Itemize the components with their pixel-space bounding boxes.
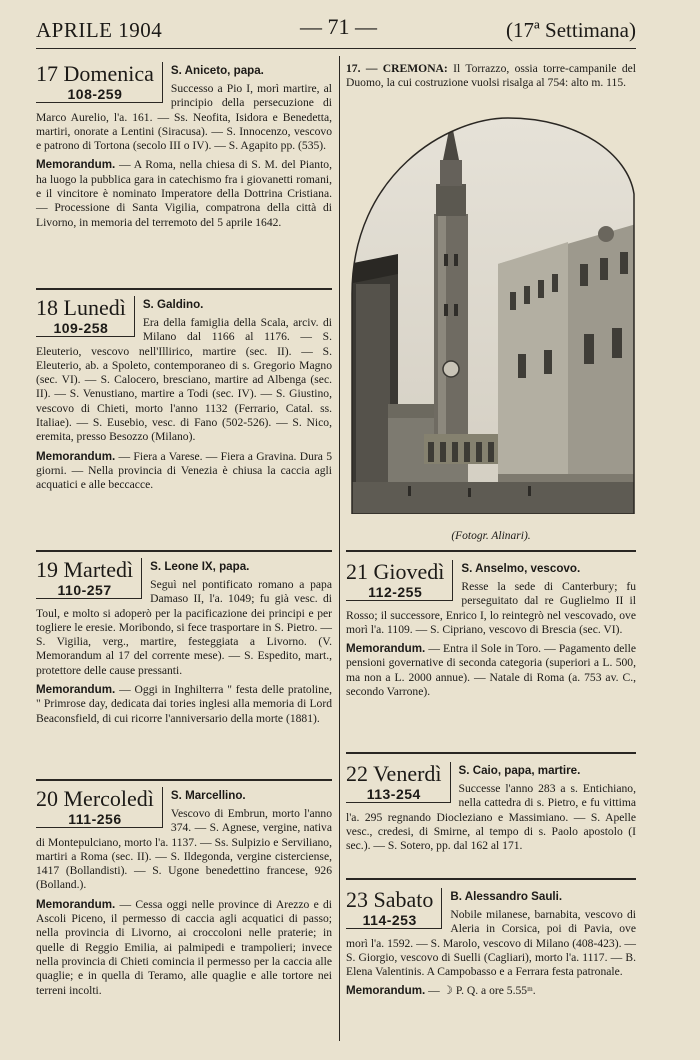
saint-name: S. Caio, papa, martire. (458, 764, 581, 777)
date-box (346, 762, 451, 803)
page-header (0, 0, 700, 50)
entry-22 (346, 762, 636, 853)
photo-caption-text: Il Torrazzo, ossia torre-campanile del Duomo, la cui costruzione vuolsi risalga al 754: alto m. 115. (346, 62, 636, 90)
memorandum-label: Memorandum. (36, 449, 116, 463)
entry-17 (36, 62, 332, 230)
date-box (36, 296, 135, 337)
photo-credit: (Fotogr. Alinari). (451, 530, 531, 542)
header-rule (36, 48, 636, 49)
date-box (346, 560, 453, 601)
memorandum-text: — ☽ P. Q. a ore 5.55ᵐ. (428, 984, 536, 998)
day-numbers: 108-259 (67, 86, 123, 102)
entry-text: Successo a Pio I, morì martire, al principio della persecuzione di Marco Aurelio, l'a. 161. — Ss. Neofita, Isidora e Benedetta, martiri, onorate a Lentini (Siracusa). — S. Innocenzo, vescovo e patrono di Tortona (secolo III o IV). — S. Agapito pp. (535). (36, 82, 332, 153)
column-divider (339, 56, 340, 1041)
torrazzo-photo (348, 114, 636, 514)
photo-caption-lead: 17. — CREMONA: (346, 62, 448, 75)
entry-divider (36, 550, 332, 552)
saint-name: S. Leone IX, papa. (150, 560, 250, 573)
day-numbers: 110-257 (57, 582, 112, 598)
memorandum-text: — Oggi in Inghilterra " festa delle pratoline, " Primrose day, dedicata dai tories inglesi alla memoria di Lord Beaconsfield, di cui ricorre l'anniversario della morte (1881). (36, 683, 332, 725)
memorandum-text: — A Roma, nella chiesa di S. M. del Pianto, ha luogo la pubblica gara in catechismo fra i giovanetti romani, e il vincitore è nominato Imperatore della Dottrina Cristiana. — Processione di Santa Vigilia, compatrona della città di Livorno, in memoria del terremoto del 5 aprile 1642. (36, 158, 332, 229)
day-name: 20 Mercoledì (36, 786, 154, 811)
day-name: 21 Giovedì (346, 559, 445, 584)
date-box (36, 558, 142, 599)
day-name: 19 Martedì (36, 557, 134, 582)
memorandum (36, 683, 332, 726)
entry-text: Resse la sede di Canterbury; fu perseguitato dal re Guglielmo II il Rosso; il successore, Enrico I, lo reintegrò nel vescovado, ove morì l'a. 1109. — S. Cipriano, vescovo di Brescia (sec. VI). (346, 580, 636, 636)
entry-divider (346, 752, 636, 754)
memorandum (36, 898, 332, 998)
photo-caption (346, 62, 636, 91)
entry-text: Era della famiglia della Scala, arciv. di Milano dal 1166 al 1176. — S. Eleuterio, vescovo nell'Illirico, martire (sec. II). — S. Eleuterio, ab. a Spoleto, contemporaneo di s. Gregorio Magno (sec. VI). — S. Calocero, bresciano, martire ad Albenga (sec. II). — S. Venustiano, martire a Todi (sec. IV). — S. Giustino, vescovo di Chieti, morto l'anno 1132 (Ferrario, Catal. ss. Italiae). — S. Eusebio, vesc. di Fano (502-526). — S. Nico, eremita, presso Besozzo (Milano). (36, 316, 332, 444)
day-numbers: 111-256 (68, 811, 122, 827)
entry-divider (36, 779, 332, 781)
entry-text: Nobile milanese, barnabita, vescovo di Aleria in Corsica, poi di Pavia, ove morì l'a. 1592. — S. Marolo, vescovo di Milano (408-423). — S. Giorgio, vescovo di Suelli (Cagliari), morto l'a. 1117. — B. Elena Valentinis. A Campobasso e a Ferrara festa patronale. (346, 908, 636, 979)
memorandum-label: Memorandum. (36, 158, 116, 172)
day-numbers: 112-255 (368, 584, 423, 600)
entry-20 (36, 787, 332, 998)
month-year: APRILE 1904 (36, 18, 163, 42)
memorandum-label: Memorandum. (346, 642, 426, 656)
saint-name: S. Galdino. (142, 298, 204, 311)
saint-name: S. Aniceto, papa. (170, 64, 264, 77)
week-number: (17ª Settimana) (505, 18, 636, 42)
saint-name: S. Marcellino. (170, 789, 246, 802)
memorandum (36, 450, 332, 493)
memorandum-text: — Entra il Sole in Toro. — Pagamento delle pensioni governative di seconda categoria (superiori a L. 500, ma non a L. 2000 annue). — Natale di Roma (a. 753 av. C., secondo Varrone). (346, 642, 636, 699)
date-box (36, 62, 163, 103)
day-name: 18 Lunedì (36, 295, 126, 320)
date-box (36, 787, 163, 828)
entry-divider (346, 550, 636, 552)
memorandum-label: Memorandum. (36, 897, 116, 911)
memorandum (346, 642, 636, 699)
entry-text: Successe l'anno 283 a s. Entichiano, nella cattedra di s. Pietro, e fu vittima l'a. 295 regnando Diocleziano e Massimiano. — S. Apelle vesc., credesi, di Smirne, al tempo di s. Paolo apostolo (I sec.). — S. Sotero, pp. dal 162 al 171. (346, 782, 636, 853)
memorandum (346, 984, 636, 998)
saint-name: S. Anselmo, vescovo. (461, 562, 581, 575)
entry-21 (346, 560, 636, 699)
memorandum-text: — Fiera a Varese. — Fiera a Gravina. Dura 5 giorni. — Nella provincia di Venezia è chiusa la caccia agli acquatici e alle beccacce. (36, 449, 332, 492)
day-numbers: 109-258 (53, 320, 109, 336)
entry-23 (346, 888, 636, 999)
date-box (346, 888, 442, 929)
entry-18 (36, 296, 332, 493)
entry-text: Seguì nel pontificato romano a papa Damaso II, l'a. 1049; fu già vesc. di Toul, e molto si adoperò per la pacificazione dei principi e per togliere le eresie. Moribondo, si fece trasportare in S. Pietro. — S. Vigilia, verg., martire, festeggiata a Livorno. (V. Memorandum al 17 del corrente mese). — S. Espedito, mart., protettore delle cause pressanti. (36, 578, 332, 677)
day-numbers: 113-254 (366, 786, 421, 802)
saint-name: B. Alessandro Sauli. (450, 890, 563, 903)
entry-divider (346, 878, 636, 880)
memorandum (36, 158, 332, 229)
entry-text: Vescovo di Embrun, morto l'anno 374. — S. Agnese, vergine, nativa di Montepulciano, morto l'a. 1137. — Ss. Sulpizio e Serviliano, martiri a Roma (sec. II). — S. Ildegonda, vergine cisterciense, 1417 (Bollandisti). — S. Ugone benedettino francese, 926 (Bolland.). (36, 807, 332, 892)
memorandum-text: — Cessa oggi nelle province di Arezzo e di Ascoli Piceno, il permesso di caccia agli acquatici di passo; nella provincia di Livorno, ai croccoloni nelle praterie; in quelle di Reggio Emilia, ai palmipedi e trampolieri; invece nella provincia di Chieti comincia il permesso per la caccia alle quaglie; e in quella di Teramo, alle quaglie e alle tortore nei terreni incolti. (36, 897, 333, 997)
entry-divider (36, 288, 332, 290)
day-name: 17 Domenica (36, 61, 154, 86)
day-name: 23 Sabato (346, 887, 434, 912)
photo-block (346, 62, 636, 542)
memorandum-label: Memorandum. (36, 683, 116, 697)
memorandum-label: Memorandum. (346, 984, 426, 998)
page-number: — 71 — (300, 14, 377, 39)
day-name: 22 Venerdì (346, 761, 442, 786)
day-numbers: 114-253 (362, 912, 417, 928)
entry-19 (36, 558, 332, 726)
